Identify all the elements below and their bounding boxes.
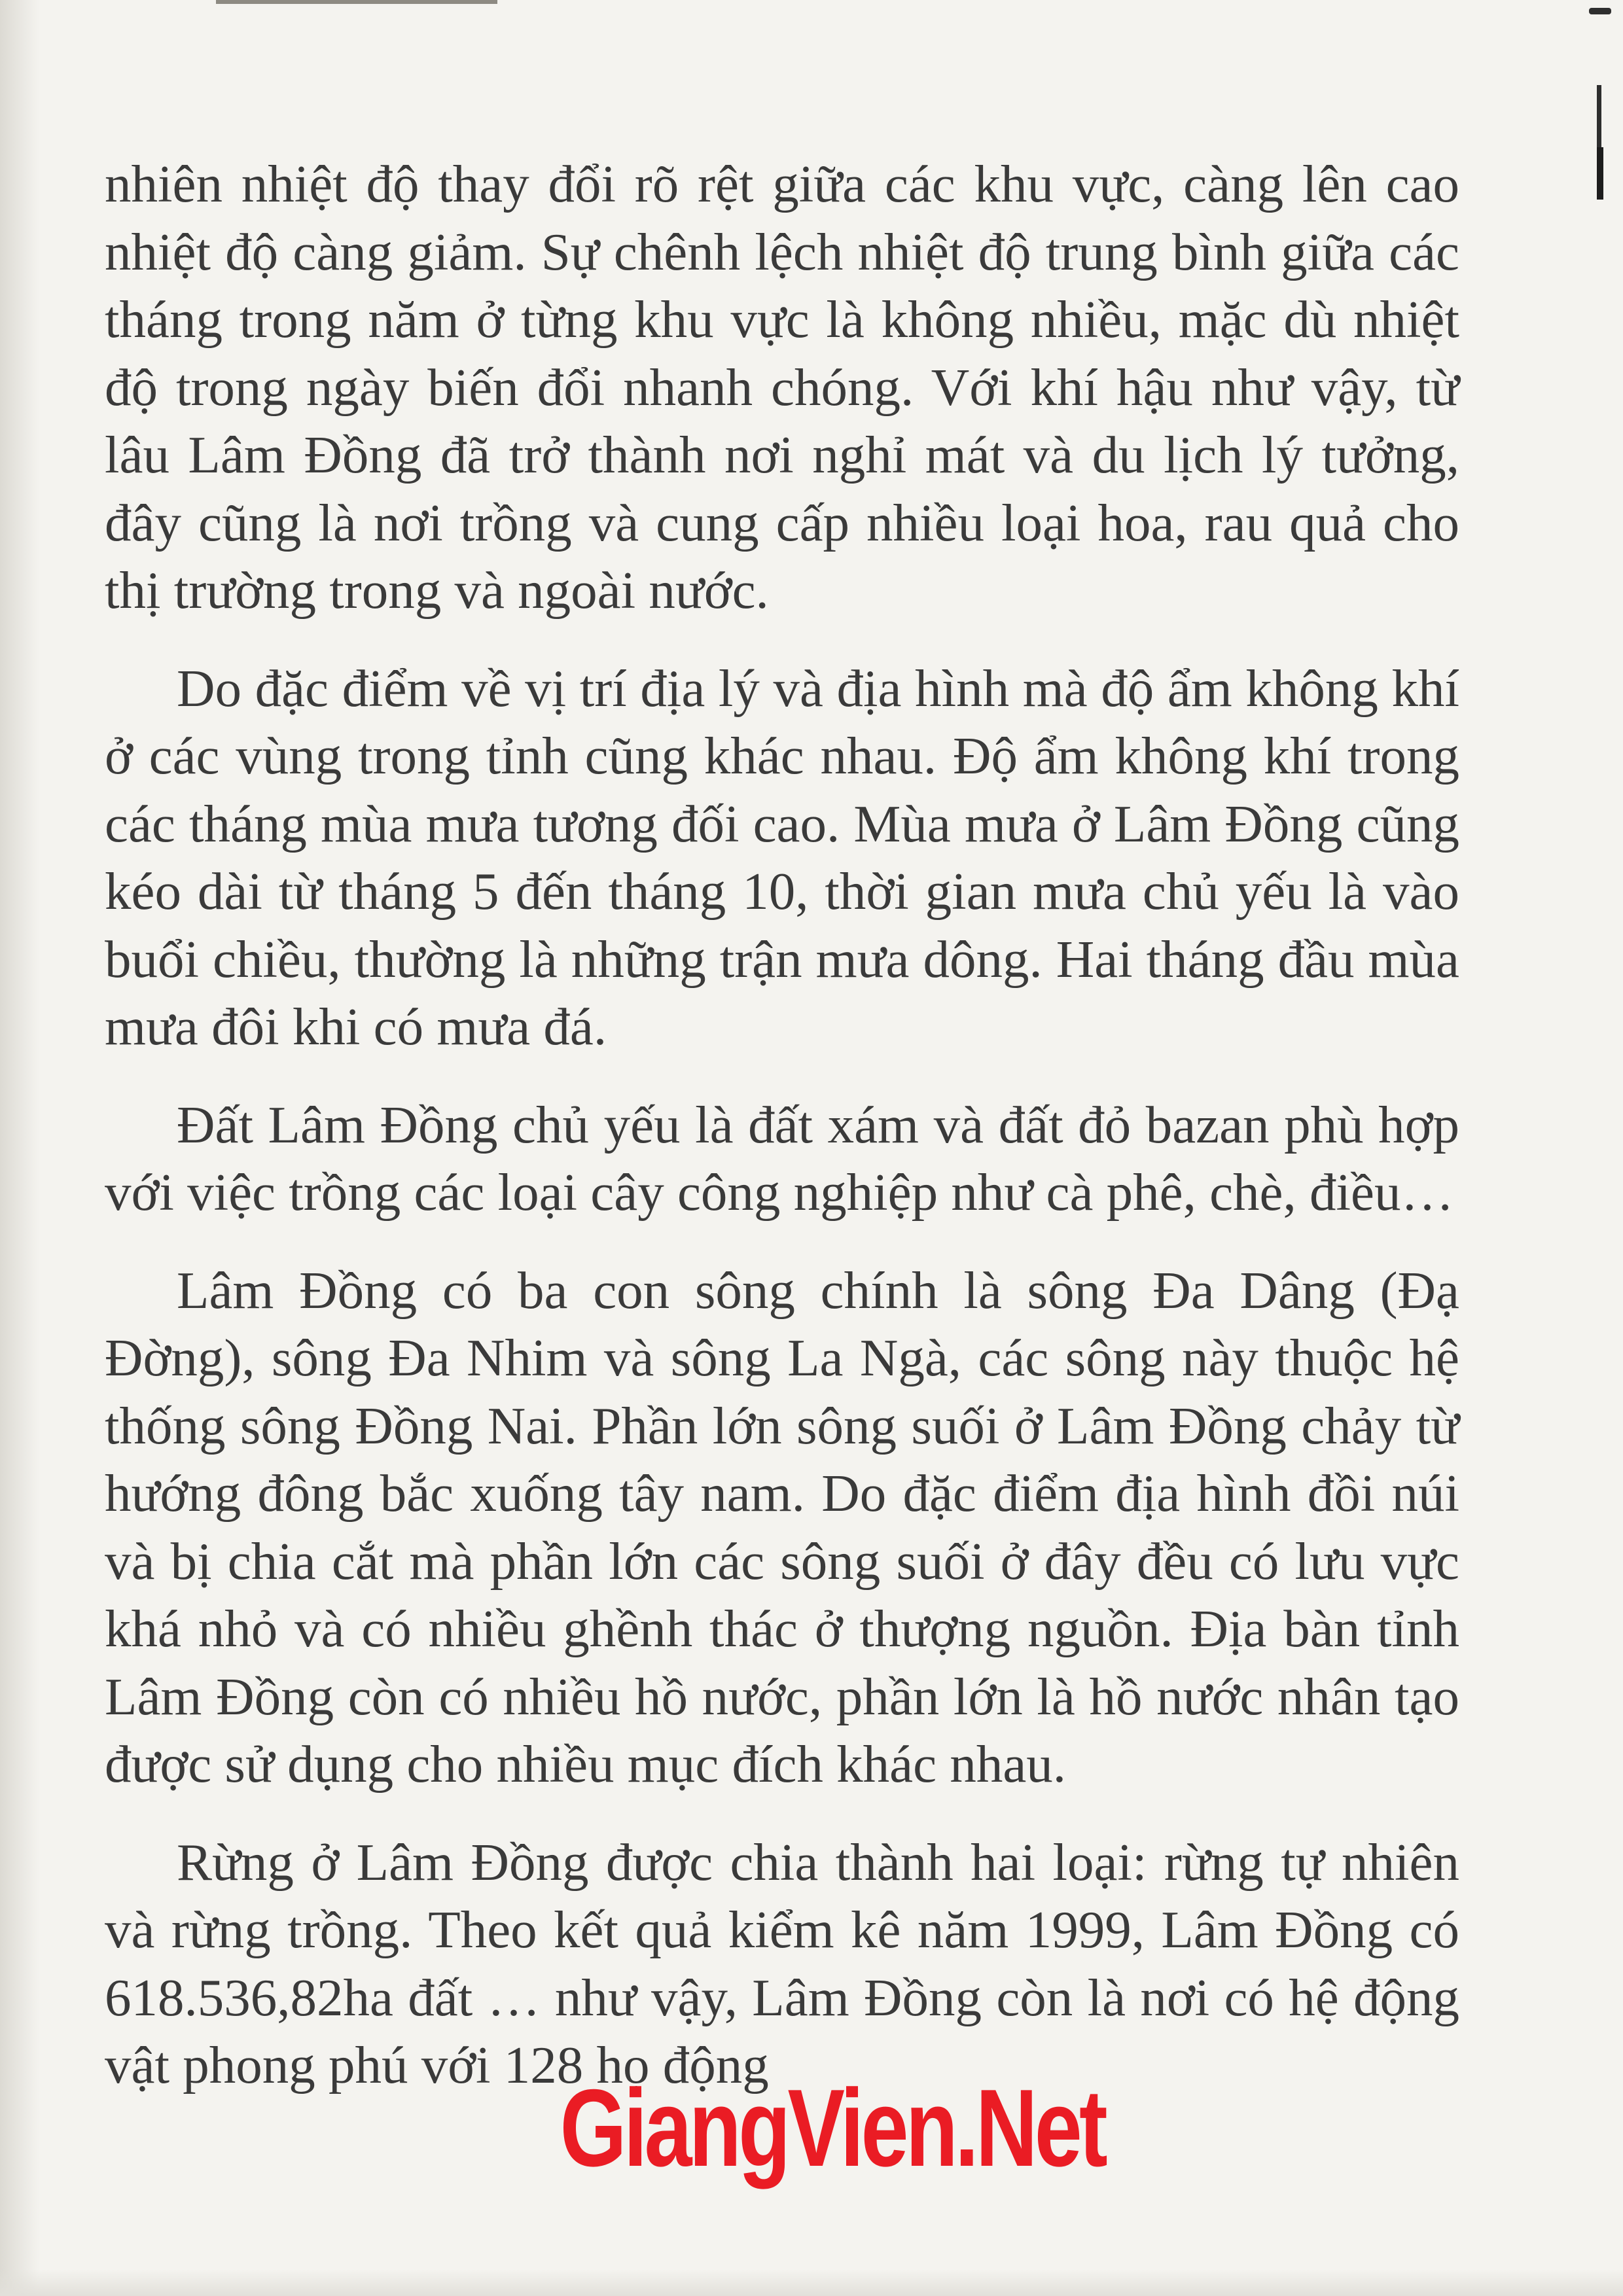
page-edge-mark: [1597, 147, 1603, 200]
paragraph-forests: Rừng ở Lâm Đồng được chia thành hai loại: rừng tự nhiên và rừng trồng. Theo kết quả kiểm kê năm 1999, Lâm Đồng có 618.536,82ha đất … như vậy, Lâm Đồng còn là nơi có hệ động vật phong phú với 128 họ động: [105, 1832, 1459, 2094]
page-edge-mark: [1589, 8, 1611, 14]
paragraph-climate: nhiên nhiệt độ thay đổi rõ rệt giữa các khu vực, càng lên cao nhiệt độ càng giảm. Sự chênh lệch nhiệt độ trung bình giữa các tháng trong năm ở từng khu vực là không nhiều, mặc dù nhiệt độ trong ngày biến đổi nhanh chóng. Với khí hậu như vậy, từ lâu Lâm Đồng đã trở thành nơi nghỉ mát và du lịch lý tưởng, đây cũng là nơi trồng và cung cấp nhiều loại hoa, rau quả cho thị trường trong và ngoài nước.: [105, 154, 1459, 620]
header-rule: [216, 0, 497, 4]
paragraph-soil: Đất Lâm Đồng chủ yếu là đất xám và đất đỏ bazan phù hợp với việc trồng các loại cây công nghiệp như cà phê, chè, điều…: [105, 1095, 1459, 1222]
paragraph-humidity: Do đặc điểm về vị trí địa lý và địa hình mà độ ẩm không khí ở các vùng trong tỉnh cũng khác nhau. Độ ẩm không khí trong các tháng mùa mưa tương đối cao. Mùa mưa ở Lâm Đồng cũng kéo dài từ tháng 5 đến tháng 10, thời gian mưa chủ yếu là vào buổi chiều, thường là những trận mưa dông. Hai tháng đầu mùa mưa đôi khi có mưa đá.: [105, 658, 1459, 1056]
watermark: GiangVien.Net: [560, 2066, 1105, 2189]
page-bottom-shadow: [0, 2270, 1623, 2296]
body-text: [105, 150, 1459, 2100]
page-edge-mark: [1597, 85, 1601, 147]
page-binding-shadow: [0, 0, 39, 2296]
paragraph-rivers: Lâm Đồng có ba con sông chính là sông Đa Dâng (Đạ Đờng), sông Đa Nhim và sông La Ngà, các sông này thuộc hệ thống sông Đồng Nai. Phần lớn sông suối ở Lâm Đồng chảy từ hướng đông bắc xuống tây nam. Do đặc điểm địa hình đồi núi và bị chia cắt mà phần lớn các sông suối ở đây đều có lưu vực khá nhỏ và có nhiều ghềnh thác ở thượng nguồn. Địa bàn tỉnh Lâm Đồng còn có nhiều hồ nước, phần lớn là hồ nước nhân tạo được sử dụng cho nhiều mục đích khác nhau.: [105, 1260, 1459, 1793]
